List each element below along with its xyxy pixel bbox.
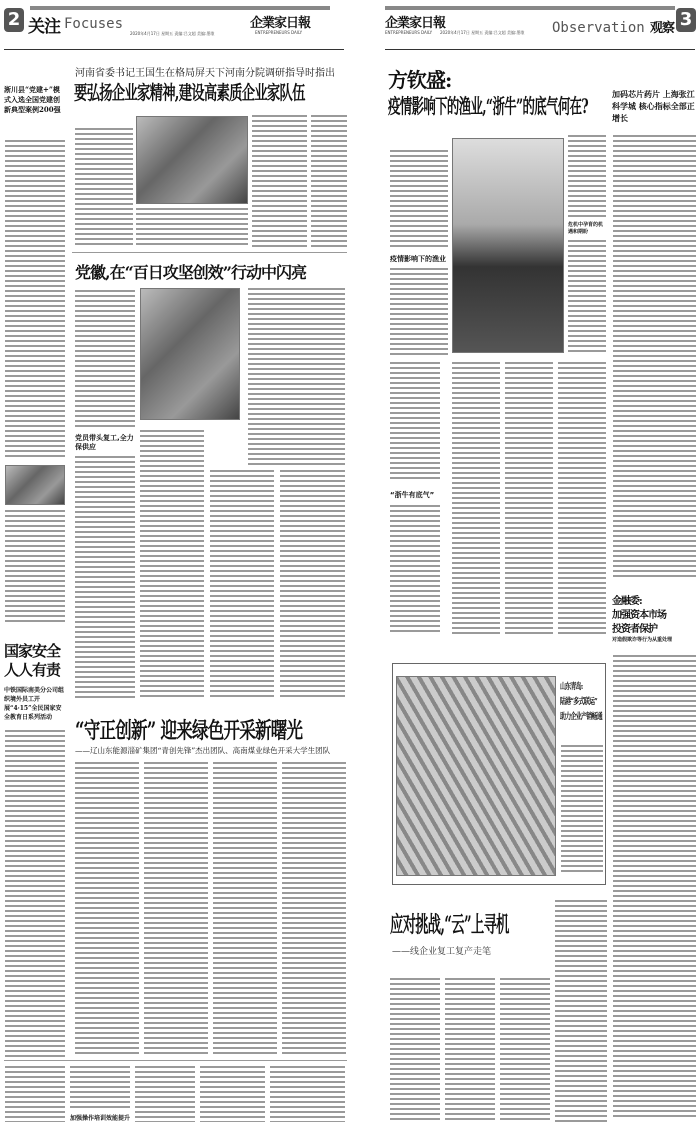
lead-photo	[136, 116, 248, 204]
header-bar	[30, 6, 330, 10]
bottom-body-2	[70, 1066, 130, 1108]
lead-subhead-2: 危机中孕育的机遇和期盼	[568, 222, 604, 235]
dateline: 2020年4月17日 星期五 责编:吕文超 美编:墨歌	[440, 30, 525, 35]
section-title-cn: 关注	[28, 17, 60, 37]
page-number: 3	[676, 8, 696, 32]
lead-subhead-1: 疫情影响下的渔业	[390, 255, 446, 263]
lead-body-9	[558, 362, 606, 635]
header-rule	[385, 49, 695, 50]
lead-headline: 要弘扬企业家精神,建设高素质企业家队伍	[74, 82, 305, 104]
lead-body-3	[252, 115, 307, 248]
divider	[72, 252, 347, 253]
article3-subtitle: ——辽山东能源淄矿集团“青创先锋”杰出团队、高南煤业绿色开采大学生团队	[75, 746, 331, 755]
feature-headline-3: 助力企业产销畅通	[560, 712, 603, 722]
header-bar	[385, 6, 675, 10]
lead-portrait-photo	[452, 138, 564, 353]
lead-body-1	[390, 150, 448, 250]
lead-body-2	[136, 208, 248, 248]
feature-body	[561, 745, 603, 873]
masthead-en: ENTREPRENEURS DAILY	[385, 30, 433, 35]
dateline: 2020年4月17日 星期五 责编:吕文超 美编:墨歌	[130, 31, 215, 36]
article2-body-1	[75, 290, 135, 430]
article2-body-6	[280, 470, 345, 700]
masthead-logo: 企業家日報	[250, 16, 311, 31]
section-title-en: Focuses	[64, 16, 124, 32]
sidebar2-body	[5, 730, 65, 1060]
article3-body-3	[213, 762, 277, 1057]
sidebar2-headline-3: 投资者保护	[612, 624, 657, 635]
lead-body-6	[390, 505, 440, 635]
lead-body-1	[75, 128, 133, 248]
lead-body-5	[390, 362, 440, 482]
lead-subhead-3: “浙牛有底气”	[390, 491, 435, 499]
lead-body-3	[568, 135, 606, 218]
lead-headline-2: 疫情影响下的渔业,“浙牛”的底气何在?	[388, 94, 589, 118]
page-number: 2	[4, 8, 24, 32]
sidebar1-body	[613, 135, 696, 580]
sidebar2-deck: 对造假欺诈等行为从重处理	[612, 637, 673, 643]
sidebar2-headline-2: 加强资本市场	[612, 610, 666, 621]
sidebar1-headline: 加码芯片药片 上海张江科学城 核心指标全部正增长	[612, 89, 695, 123]
sidebar2-headline: 国家安全 人人有责	[4, 642, 61, 679]
section-title-en: Observation	[552, 20, 645, 36]
article3-body-2	[144, 762, 208, 1057]
article3-body-1	[390, 978, 440, 1123]
article3-body-4	[555, 900, 607, 1123]
bottom-body-3	[135, 1066, 195, 1122]
article2-body-4	[140, 430, 204, 700]
article3-body-1	[75, 762, 139, 1057]
lead-headline-1: 方钦盛:	[388, 68, 452, 92]
header-rule	[4, 49, 344, 50]
lead-body-2	[390, 268, 448, 358]
article2-body-3	[75, 456, 135, 700]
sidebar1-photo	[5, 465, 65, 505]
lead-body-4	[311, 115, 347, 248]
sidebar1-headline: 淅川县“党建+”模式入选全国党建创新典型案例200强	[4, 85, 61, 114]
article3-body-4	[282, 762, 346, 1057]
article2-photo	[140, 288, 240, 420]
article2-body-5	[210, 470, 274, 700]
masthead-logo: 企業家日報	[385, 16, 446, 31]
masthead-en: ENTREPRENEURS DAILY	[255, 30, 303, 35]
sidebar2-body	[613, 655, 696, 1120]
divider	[4, 1060, 347, 1061]
feature-headline-1: 山东青岛:	[560, 682, 583, 692]
bottom-body-5	[270, 1066, 345, 1122]
article3-subtitle: ——线企业复工复产走笔	[392, 947, 492, 957]
lead-body-4	[568, 240, 606, 355]
article2-body-2	[248, 288, 345, 468]
bottom-body-1	[5, 1066, 65, 1122]
lead-kicker: 河南省委书记王国生在格局屏天下河南分院调研指导时指出	[75, 68, 335, 79]
lead-body-8	[505, 362, 553, 635]
article2-subhead: 党员带头复工,全力保供应	[75, 434, 134, 451]
article3-body-3	[500, 978, 550, 1123]
article3-body-2	[445, 978, 495, 1123]
article3-headline: 应对挑战,“云”上寻机	[390, 912, 509, 938]
sidebar1-body-2	[5, 510, 65, 625]
article3-headline: “守正创新” 迎来绿色开采新曙光	[75, 718, 303, 744]
lead-body-7	[452, 362, 500, 635]
bottom-body-4	[200, 1066, 265, 1122]
article2-headline: 党徽,在“百日攻坚创效”行动中闪亮	[75, 263, 306, 282]
feature-photo	[396, 676, 556, 876]
article3-subhead: 加强操作培训效能提升	[70, 1115, 131, 1122]
sidebar1-body	[5, 140, 65, 460]
feature-headline-2: 陆港“多式联运”	[560, 697, 597, 707]
sidebar2-headline-1: 金融委:	[612, 596, 642, 607]
section-title-cn: 观察	[650, 21, 675, 36]
sidebar2-deck: 中铁国际南美分公司组织境外员工开展“4·15”全民国家安全教育日系列活动	[4, 687, 65, 721]
